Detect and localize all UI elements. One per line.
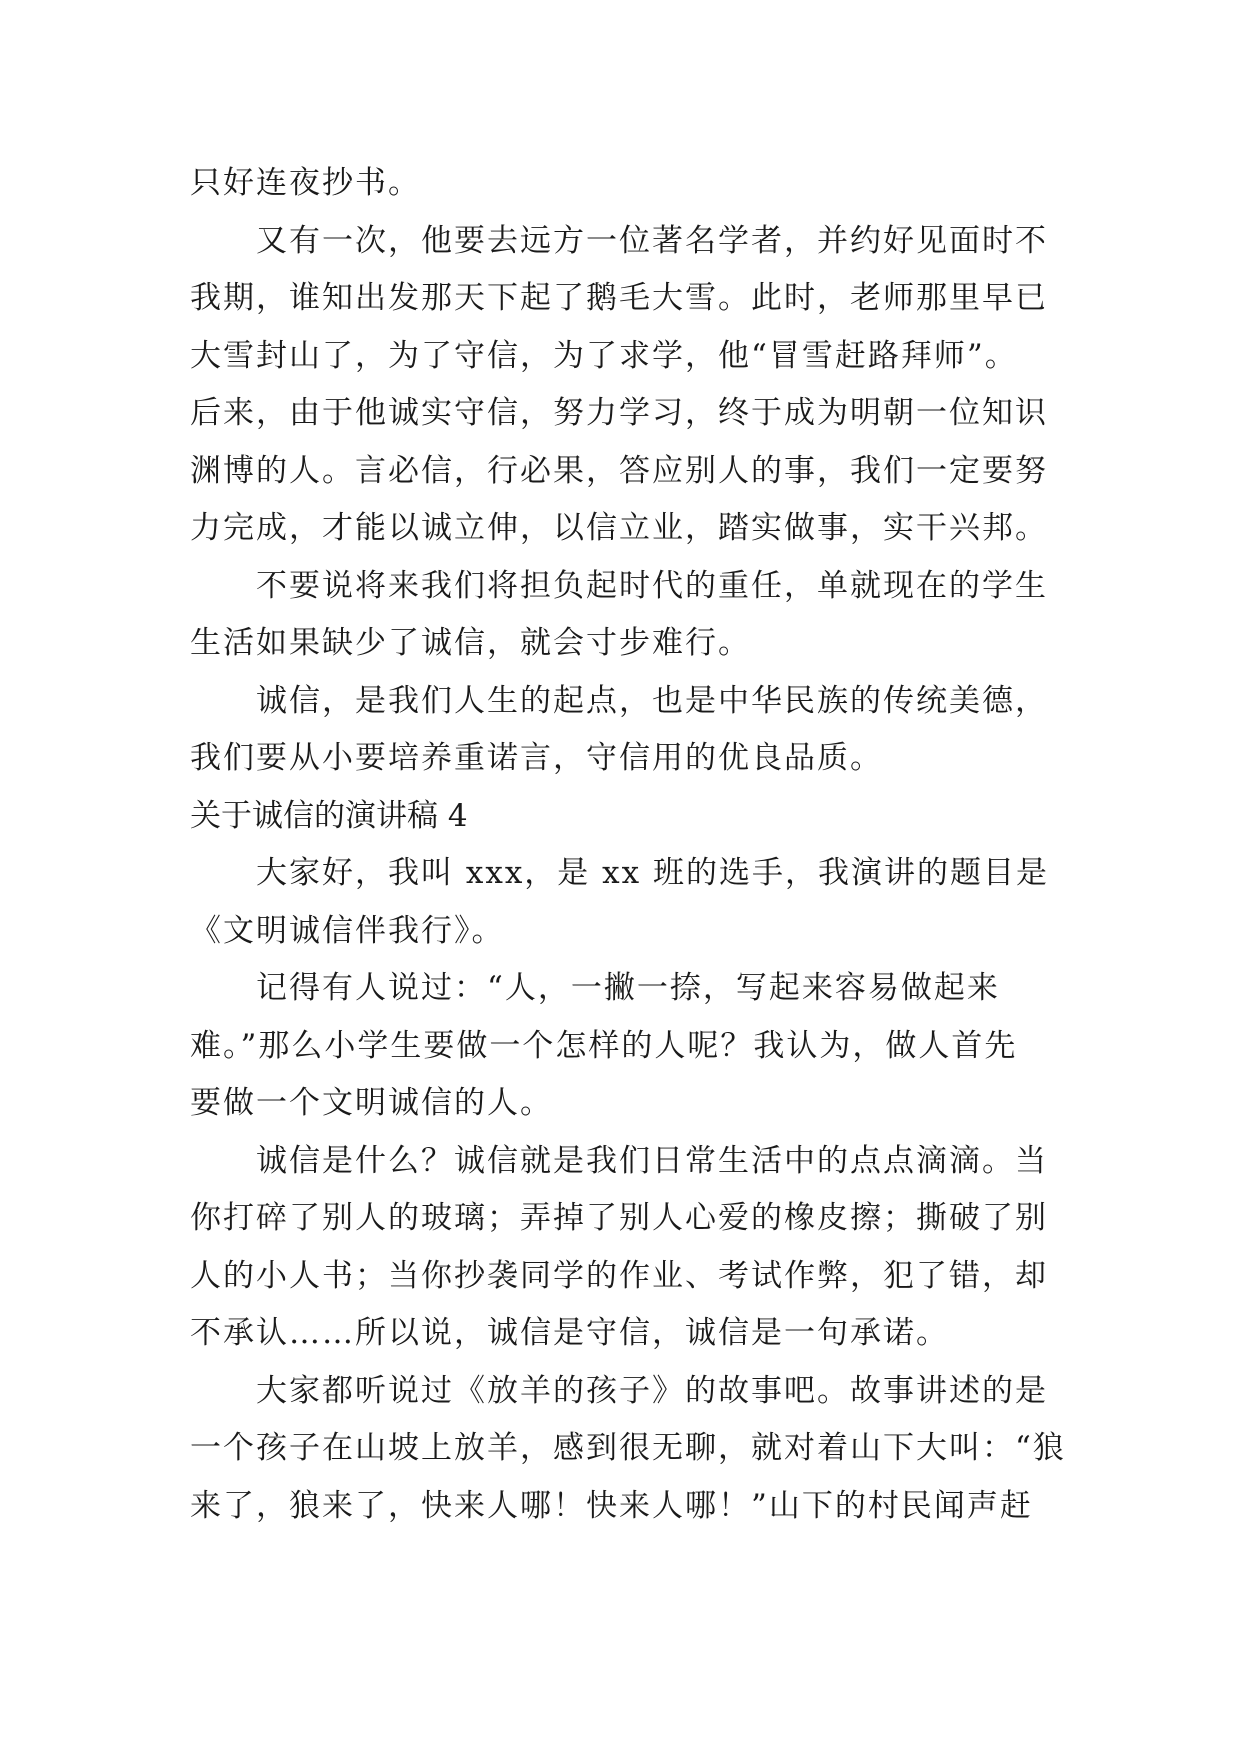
text-line: 生活如果缺少了诚信，就会寸步难行。 — [190, 625, 751, 661]
section-heading: 关于诚信的演讲稿 4 — [190, 797, 468, 834]
paragraph-start-line: 又有一次，他要去远方一位著名学者，并约好见面时不 — [256, 222, 1048, 259]
paragraph-start-line: 诚信是什么？诚信就是我们日常生活中的点点滴滴。当 — [256, 1142, 1048, 1179]
paragraph-start-line: 不要说将来我们将担负起时代的重任，单就现在的学生 — [256, 567, 1048, 604]
document-body — [190, 155, 1066, 1535]
paragraph-start-line: 大家都听说过《放羊的孩子》的故事吧。故事讲述的是 — [256, 1372, 1048, 1409]
paragraph-start-line: 大家好，我叫 xxx，是 xx 班的选手，我演讲的题目是 — [256, 855, 1049, 891]
text-line: 我们要从小要培养重诺言，守信用的优良品质。 — [190, 740, 883, 776]
text-line: 大雪封山了，为了守信，为了求学，他“冒雪赶路拜师”。 — [190, 337, 1018, 374]
text-line: 渊博的人。言必信，行必果，答应别人的事，我们一定要努 — [190, 452, 1048, 489]
text-line: 《文明诚信伴我行》。 — [190, 912, 505, 949]
text-line: 你打碎了别人的玻璃；弄掉了别人心爱的橡皮擦；撕破了别 — [190, 1200, 1048, 1236]
text-line: 我期，谁知出发那天下起了鹅毛大雪。此时，老师那里早已 — [190, 280, 1048, 316]
text-line: 要做一个文明诚信的人。 — [190, 1085, 553, 1121]
text-line: 一个孩子在山坡上放羊，感到很无聊，就对着山下大叫：“狼 — [190, 1430, 1066, 1466]
text-line: 人的小人书；当你抄袭同学的作业、考试作弊，犯了错，却 — [190, 1257, 1048, 1294]
paragraph-start-line: 诚信，是我们人生的起点，也是中华民族的传统美德， — [256, 682, 1048, 719]
text-line: 只好连夜抄书。 — [190, 165, 421, 201]
text-line: 难。”那么小学生要做一个怎样的人呢？我认为，做人首先 — [190, 1027, 1018, 1064]
paragraph-start-line: 记得有人说过：“人，一撇一捺，写起来容易做起来 — [256, 970, 1000, 1006]
text-line: 后来，由于他诚实守信，努力学习，终于成为明朝一位知识 — [190, 395, 1048, 431]
text-line: 不承认……所以说，诚信是守信，诚信是一句承诺。 — [190, 1315, 949, 1351]
text-line: 力完成，才能以诚立伸，以信立业，踏实做事，实干兴邦。 — [190, 510, 1048, 546]
text-line: 来了，狼来了，快来人哪！快来人哪！”山下的村民闻声赶 — [190, 1487, 1033, 1524]
